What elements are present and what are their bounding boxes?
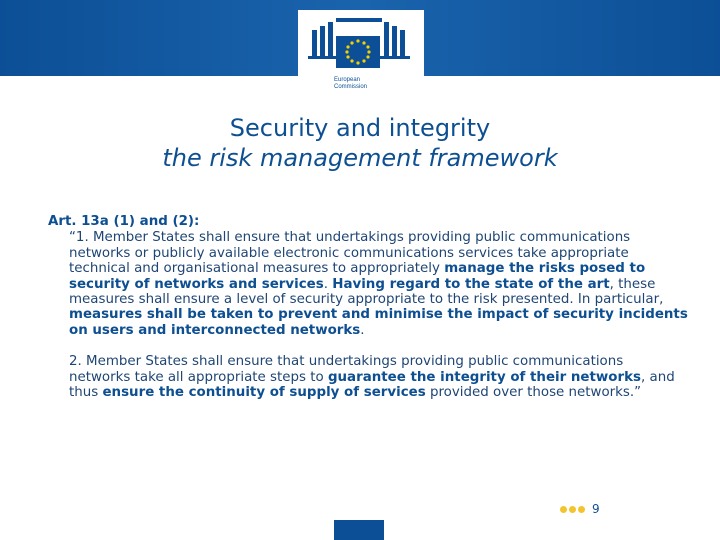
bottom-blue-tab xyxy=(334,520,384,540)
body-text: . xyxy=(360,322,365,338)
logo-line-2: Commission xyxy=(334,84,368,90)
body-text: “1. Member States shall ensure that undertakings providing public communications networks or publicly available electronic communications services take appropriate technical and organisational measures to appropriately xyxy=(69,230,631,277)
body-text: . xyxy=(323,276,333,292)
page-number: 9 xyxy=(592,502,600,516)
emphasis-text: Having regard to the state of the art xyxy=(332,276,610,292)
body-text: 2. Member States shall ensure that undertakings providing public communications networks take all appropriate steps to xyxy=(69,354,624,385)
european-commission-logo xyxy=(298,10,424,100)
body-text: provided over those networks.” xyxy=(425,385,642,401)
page-footer xyxy=(560,502,600,516)
article-heading: Art. 13a (1) and (2): xyxy=(48,214,200,229)
title-line-2: the risk management framework xyxy=(162,144,558,172)
title-line-1: Security and integrity xyxy=(229,114,491,142)
emphasis-text: measures shall be taken to prevent and minimise the impact of security incidents on users and interconnected networks xyxy=(69,307,688,338)
logo-line-1: European xyxy=(334,77,361,83)
logo-text xyxy=(334,77,367,91)
body-text: , and thus xyxy=(69,369,675,401)
slide-title xyxy=(0,113,720,173)
emphasis-text: manage the risks posed to security of networks and services xyxy=(69,261,646,292)
paragraph-1 xyxy=(69,230,688,338)
paragraph-2 xyxy=(69,354,688,400)
body-text: , these measures shall ensure a level of security appropriate to the risk presented. In particular, xyxy=(69,276,664,308)
footer-dots-icon xyxy=(560,506,587,513)
slide-body xyxy=(48,214,688,400)
emphasis-text: ensure the continuity of supply of services xyxy=(102,385,426,401)
emphasis-text: guarantee the integrity of their networks xyxy=(327,369,641,385)
